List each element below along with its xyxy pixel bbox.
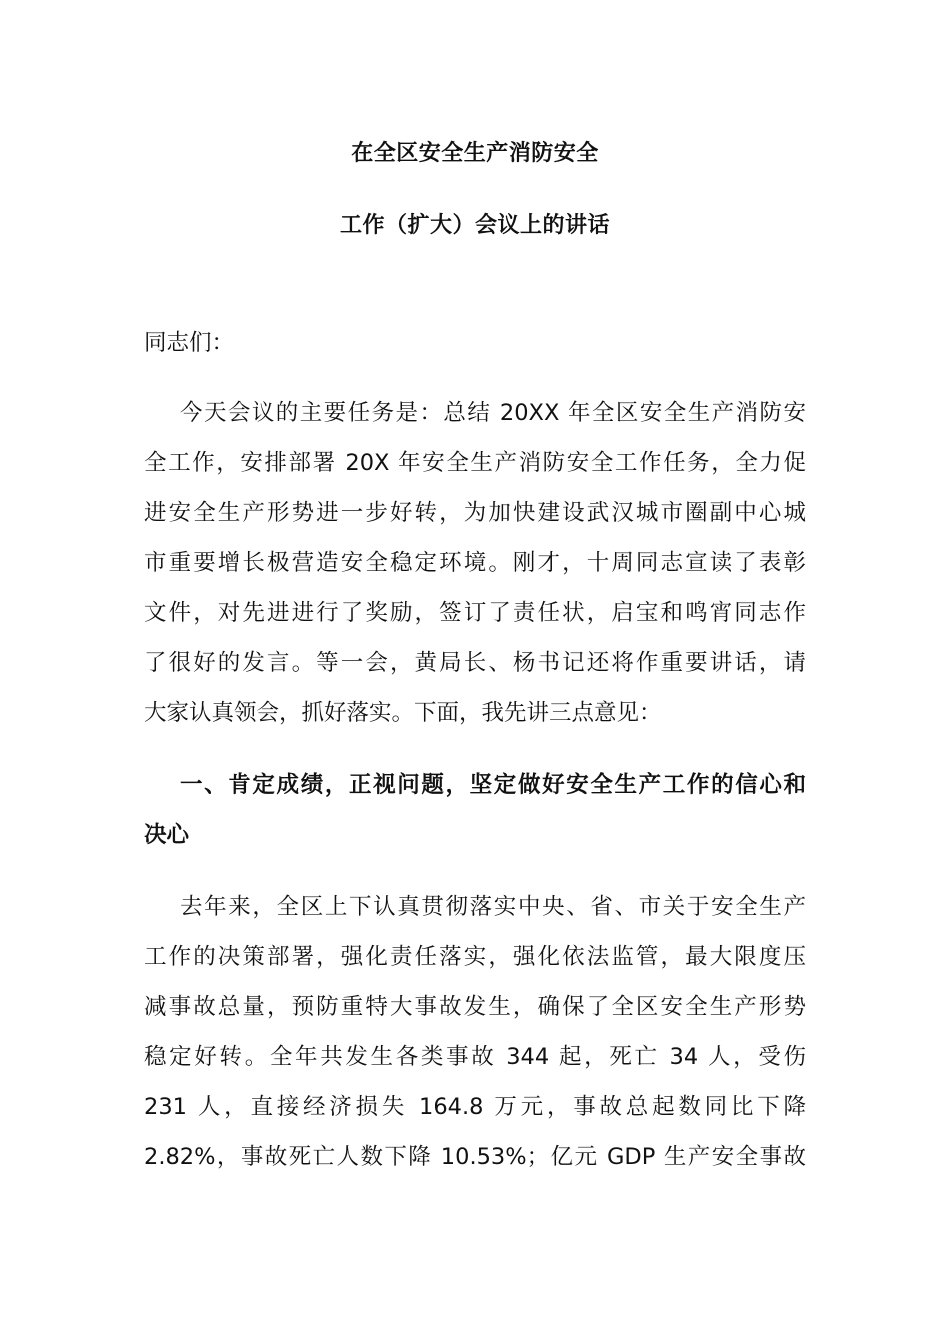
paragraph-line: 2.82%，事故死亡人数下降 10.53%；亿元 GDP 生产安全事故 (144, 1144, 806, 1170)
paragraph-line: 文件，对先进进行了奖励，签订了责任状，启宝和鸣宵同志作 (144, 600, 806, 626)
paragraph-line: 市重要增长极营造安全稳定环境。刚才，十周同志宣读了表彰 (144, 550, 806, 576)
paragraph-line: 减事故总量，预防重特大事故发生，确保了全区安全生产形势 (144, 994, 806, 1020)
paragraph-line: 231 人，直接经济损失 164.8 万元，事故总起数同比下降 (144, 1094, 806, 1120)
paragraph-line: 全工作，安排部署 20X 年安全生产消防安全工作任务，全力促 (144, 450, 806, 476)
paragraph-line: 了很好的发言。等一会，黄局长、杨书记还将作重要讲话，请 (144, 650, 806, 676)
paragraph-line: 稳定好转。全年共发生各类事故 344 起，死亡 34 人，受伤 (144, 1044, 806, 1070)
paragraph-line: 去年来，全区上下认真贯彻落实中央、省、市关于安全生产 (180, 894, 806, 920)
section-heading-line: 决心 (144, 822, 190, 848)
paragraph-line: 今天会议的主要任务是：总结 20XX 年全区安全生产消防安 (180, 400, 806, 426)
section-heading-line: 一、肯定成绩，正视问题，坚定做好安全生产工作的信心和 (180, 772, 806, 798)
document-title-line-2: 工作（扩大）会议上的讲话 (339, 213, 610, 238)
paragraph-line: 进安全生产形势进一步好转，为加快建设武汉城市圈副中心城 (144, 500, 806, 526)
greeting: 同志们： (144, 330, 235, 356)
paragraph-line: 工作的决策部署，强化责任落实，强化依法监管，最大限度压 (144, 944, 806, 970)
document-title-line-1: 在全区安全生产消防安全 (351, 141, 599, 166)
paragraph-line: 大家认真领会，抓好落实。下面，我先讲三点意见： (144, 700, 662, 726)
